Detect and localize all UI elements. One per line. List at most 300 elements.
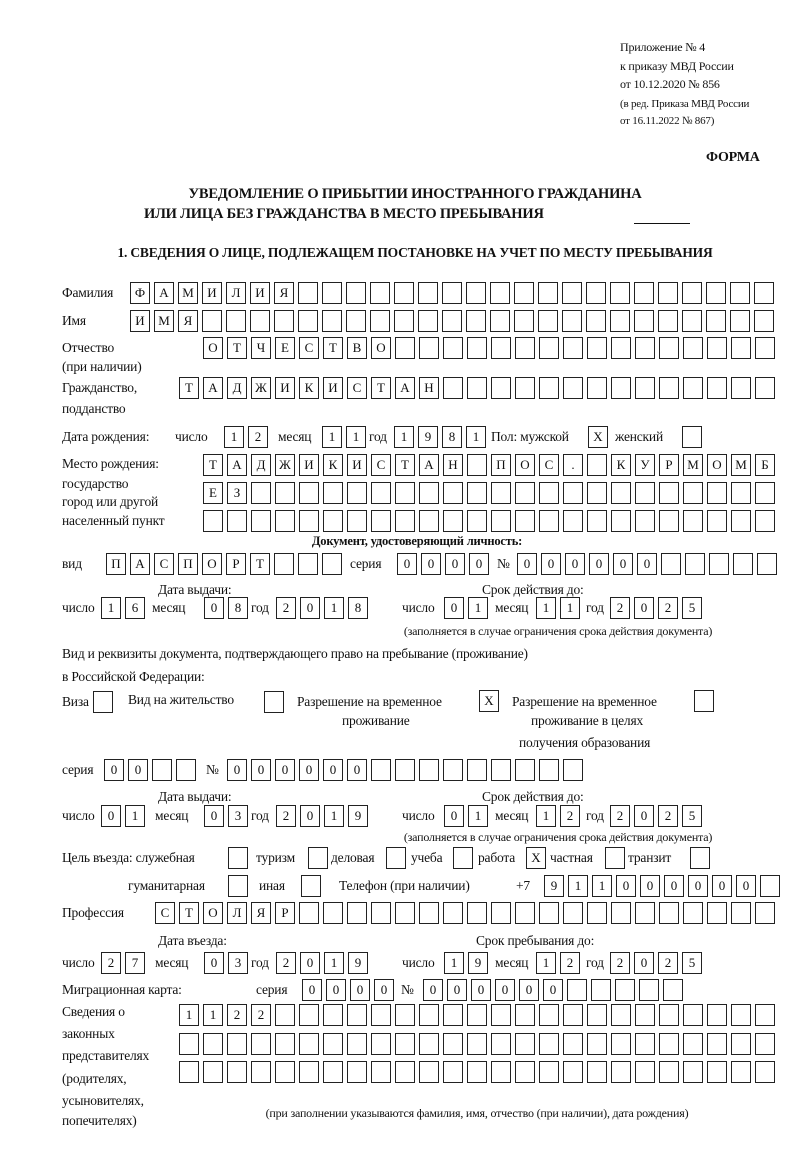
- char-box[interactable]: Л: [227, 902, 247, 924]
- char-box[interactable]: Л: [226, 282, 246, 304]
- char-box[interactable]: 2: [276, 952, 296, 974]
- stay-valid-year-field[interactable]: [610, 805, 702, 827]
- char-box[interactable]: [491, 337, 511, 359]
- char-box[interactable]: [323, 482, 343, 504]
- char-box[interactable]: П: [106, 553, 126, 575]
- char-box[interactable]: [467, 1033, 487, 1055]
- char-box[interactable]: [707, 510, 727, 532]
- char-box[interactable]: [755, 482, 775, 504]
- char-box[interactable]: 9: [348, 805, 368, 827]
- char-box[interactable]: [539, 1033, 559, 1055]
- char-box[interactable]: [634, 282, 654, 304]
- char-box[interactable]: [683, 482, 703, 504]
- char-box[interactable]: [587, 1061, 607, 1083]
- char-box[interactable]: 2: [276, 597, 296, 619]
- birth-month-field[interactable]: [322, 426, 366, 448]
- char-box[interactable]: [179, 1061, 199, 1083]
- char-box[interactable]: 1: [444, 952, 464, 974]
- char-box[interactable]: [538, 310, 558, 332]
- char-box[interactable]: [371, 482, 391, 504]
- char-box[interactable]: 0: [664, 875, 684, 897]
- char-box[interactable]: [659, 337, 679, 359]
- char-box[interactable]: М: [683, 454, 703, 476]
- id-issue-day-field[interactable]: [101, 597, 145, 619]
- char-box[interactable]: [539, 902, 559, 924]
- char-box[interactable]: [386, 847, 406, 869]
- char-box[interactable]: О: [515, 454, 535, 476]
- surname-field[interactable]: [130, 282, 774, 304]
- char-box[interactable]: [467, 377, 487, 399]
- residence-checkbox[interactable]: [264, 691, 284, 713]
- char-box[interactable]: [757, 553, 777, 575]
- char-box[interactable]: [491, 482, 511, 504]
- char-box[interactable]: Т: [179, 902, 199, 924]
- char-box[interactable]: 5: [682, 952, 702, 974]
- trp-checkbox[interactable]: [479, 690, 499, 712]
- char-box[interactable]: [370, 310, 390, 332]
- reps-field-1[interactable]: [179, 1004, 775, 1026]
- char-box[interactable]: О: [203, 902, 223, 924]
- char-box[interactable]: 2: [251, 1004, 271, 1026]
- char-box[interactable]: [755, 1033, 775, 1055]
- char-box[interactable]: [731, 1033, 751, 1055]
- citizenship-field[interactable]: [179, 377, 775, 399]
- char-box[interactable]: [299, 1004, 319, 1026]
- char-box[interactable]: [539, 1061, 559, 1083]
- char-box[interactable]: Е: [203, 482, 223, 504]
- char-box[interactable]: [539, 510, 559, 532]
- char-box[interactable]: [586, 310, 606, 332]
- birth-place-field-2[interactable]: [203, 482, 775, 504]
- char-box[interactable]: И: [299, 454, 319, 476]
- birth-place-field-1[interactable]: [203, 454, 775, 476]
- char-box[interactable]: [491, 1004, 511, 1026]
- char-box[interactable]: 7: [125, 952, 145, 974]
- char-box[interactable]: [299, 1061, 319, 1083]
- char-box[interactable]: [371, 1033, 391, 1055]
- char-box[interactable]: Р: [275, 902, 295, 924]
- char-box[interactable]: 8: [348, 597, 368, 619]
- char-box[interactable]: [467, 337, 487, 359]
- char-box[interactable]: [395, 482, 415, 504]
- char-box[interactable]: [275, 1061, 295, 1083]
- char-box[interactable]: [563, 510, 583, 532]
- char-box[interactable]: 0: [589, 553, 609, 575]
- char-box[interactable]: [275, 1004, 295, 1026]
- char-box[interactable]: [442, 310, 462, 332]
- char-box[interactable]: 0: [712, 875, 732, 897]
- char-box[interactable]: 0: [519, 979, 539, 1001]
- char-box[interactable]: [394, 310, 414, 332]
- char-box[interactable]: X: [479, 690, 499, 712]
- char-box[interactable]: [706, 310, 726, 332]
- char-box[interactable]: 0: [637, 553, 657, 575]
- char-box[interactable]: [227, 1061, 247, 1083]
- char-box[interactable]: [611, 1004, 631, 1026]
- char-box[interactable]: [491, 902, 511, 924]
- char-box[interactable]: 0: [299, 759, 319, 781]
- char-box[interactable]: [371, 902, 391, 924]
- char-box[interactable]: [659, 1061, 679, 1083]
- char-box[interactable]: [443, 759, 463, 781]
- char-box[interactable]: [563, 1033, 583, 1055]
- char-box[interactable]: А: [130, 553, 150, 575]
- char-box[interactable]: [394, 282, 414, 304]
- entry-month-field[interactable]: [204, 952, 248, 974]
- char-box[interactable]: Я: [178, 310, 198, 332]
- char-box[interactable]: [611, 337, 631, 359]
- char-box[interactable]: [514, 310, 534, 332]
- char-box[interactable]: [395, 1033, 415, 1055]
- char-box[interactable]: Р: [659, 454, 679, 476]
- char-box[interactable]: Б: [755, 454, 775, 476]
- char-box[interactable]: .: [563, 454, 583, 476]
- char-box[interactable]: [611, 1033, 631, 1055]
- char-box[interactable]: [395, 337, 415, 359]
- purpose-work-checkbox[interactable]: [526, 847, 546, 869]
- reps-field-2[interactable]: [179, 1033, 775, 1055]
- purpose-private-checkbox[interactable]: [605, 847, 625, 869]
- char-box[interactable]: 1: [324, 952, 344, 974]
- char-box[interactable]: 0: [541, 553, 561, 575]
- char-box[interactable]: З: [227, 482, 247, 504]
- char-box[interactable]: [203, 1061, 223, 1083]
- char-box[interactable]: [490, 282, 510, 304]
- char-box[interactable]: [453, 847, 473, 869]
- char-box[interactable]: [264, 691, 284, 713]
- char-box[interactable]: 1: [568, 875, 588, 897]
- char-box[interactable]: [301, 875, 321, 897]
- char-box[interactable]: [682, 310, 702, 332]
- char-box[interactable]: [323, 902, 343, 924]
- char-box[interactable]: [731, 482, 751, 504]
- sex-male-checkbox[interactable]: [588, 426, 608, 448]
- char-box[interactable]: Т: [179, 377, 199, 399]
- char-box[interactable]: У: [635, 454, 655, 476]
- char-box[interactable]: [538, 282, 558, 304]
- char-box[interactable]: И: [250, 282, 270, 304]
- char-box[interactable]: [371, 510, 391, 532]
- char-box[interactable]: [443, 510, 463, 532]
- char-box[interactable]: 2: [560, 805, 580, 827]
- visa-checkbox[interactable]: [93, 691, 113, 713]
- char-box[interactable]: [539, 759, 559, 781]
- char-box[interactable]: 0: [251, 759, 271, 781]
- char-box[interactable]: [635, 1033, 655, 1055]
- id-issue-year-field[interactable]: [276, 597, 368, 619]
- id-kind-field[interactable]: [106, 553, 342, 575]
- char-box[interactable]: [685, 553, 705, 575]
- char-box[interactable]: [371, 1061, 391, 1083]
- char-box[interactable]: С: [154, 553, 174, 575]
- char-box[interactable]: [467, 759, 487, 781]
- char-box[interactable]: 3: [228, 805, 248, 827]
- char-box[interactable]: [491, 1061, 511, 1083]
- char-box[interactable]: 0: [445, 553, 465, 575]
- char-box[interactable]: [731, 902, 751, 924]
- char-box[interactable]: [755, 902, 775, 924]
- char-box[interactable]: Т: [203, 454, 223, 476]
- char-box[interactable]: [419, 482, 439, 504]
- char-box[interactable]: 2: [560, 952, 580, 974]
- char-box[interactable]: [274, 310, 294, 332]
- id-issue-month-field[interactable]: [204, 597, 248, 619]
- char-box[interactable]: 2: [658, 952, 678, 974]
- char-box[interactable]: X: [526, 847, 546, 869]
- char-box[interactable]: [308, 847, 328, 869]
- char-box[interactable]: [299, 482, 319, 504]
- name-field[interactable]: [130, 310, 774, 332]
- char-box[interactable]: А: [419, 454, 439, 476]
- char-box[interactable]: [731, 1004, 751, 1026]
- char-box[interactable]: [443, 902, 463, 924]
- char-box[interactable]: 5: [682, 805, 702, 827]
- char-box[interactable]: 0: [634, 805, 654, 827]
- char-box[interactable]: [347, 1061, 367, 1083]
- char-box[interactable]: 1: [101, 597, 121, 619]
- birth-day-field[interactable]: [224, 426, 268, 448]
- char-box[interactable]: [419, 1004, 439, 1026]
- stay-day-field[interactable]: [444, 952, 488, 974]
- char-box[interactable]: Ж: [251, 377, 271, 399]
- char-box[interactable]: [567, 979, 587, 1001]
- char-box[interactable]: [299, 1033, 319, 1055]
- char-box[interactable]: 0: [613, 553, 633, 575]
- char-box[interactable]: [731, 1061, 751, 1083]
- id-valid-day-field[interactable]: [444, 597, 488, 619]
- char-box[interactable]: С: [155, 902, 175, 924]
- char-box[interactable]: [491, 510, 511, 532]
- id-series-field[interactable]: [397, 553, 489, 575]
- char-box[interactable]: [443, 377, 463, 399]
- char-box[interactable]: 0: [495, 979, 515, 1001]
- char-box[interactable]: 0: [447, 979, 467, 1001]
- char-box[interactable]: Ж: [275, 454, 295, 476]
- char-box[interactable]: К: [299, 377, 319, 399]
- char-box[interactable]: [605, 847, 625, 869]
- char-box[interactable]: 6: [125, 597, 145, 619]
- char-box[interactable]: [635, 1004, 655, 1026]
- char-box[interactable]: [275, 482, 295, 504]
- char-box[interactable]: [515, 377, 535, 399]
- char-box[interactable]: 9: [348, 952, 368, 974]
- char-box[interactable]: 1: [536, 597, 556, 619]
- char-box[interactable]: [152, 759, 172, 781]
- char-box[interactable]: [755, 1061, 775, 1083]
- char-box[interactable]: [587, 902, 607, 924]
- char-box[interactable]: X: [588, 426, 608, 448]
- char-box[interactable]: [683, 510, 703, 532]
- char-box[interactable]: [707, 482, 727, 504]
- char-box[interactable]: [467, 1061, 487, 1083]
- char-box[interactable]: [298, 282, 318, 304]
- char-box[interactable]: А: [154, 282, 174, 304]
- char-box[interactable]: [179, 1033, 199, 1055]
- char-box[interactable]: С: [539, 454, 559, 476]
- char-box[interactable]: [683, 1061, 703, 1083]
- char-box[interactable]: [443, 1033, 463, 1055]
- char-box[interactable]: [611, 1061, 631, 1083]
- char-box[interactable]: [251, 1061, 271, 1083]
- char-box[interactable]: [251, 1033, 271, 1055]
- char-box[interactable]: [610, 282, 630, 304]
- char-box[interactable]: 0: [302, 979, 322, 1001]
- char-box[interactable]: 1: [468, 597, 488, 619]
- purpose-study-checkbox[interactable]: [453, 847, 473, 869]
- char-box[interactable]: [228, 875, 248, 897]
- char-box[interactable]: [707, 902, 727, 924]
- char-box[interactable]: [659, 510, 679, 532]
- char-box[interactable]: [467, 482, 487, 504]
- purpose-tourism-checkbox[interactable]: [308, 847, 328, 869]
- char-box[interactable]: [418, 282, 438, 304]
- char-box[interactable]: [395, 759, 415, 781]
- char-box[interactable]: [731, 337, 751, 359]
- char-box[interactable]: С: [371, 454, 391, 476]
- char-box[interactable]: [467, 454, 487, 476]
- entry-year-field[interactable]: [276, 952, 368, 974]
- char-box[interactable]: Т: [250, 553, 270, 575]
- char-box[interactable]: О: [202, 553, 222, 575]
- char-box[interactable]: 0: [616, 875, 636, 897]
- stay-number-field[interactable]: [227, 759, 583, 781]
- char-box[interactable]: [251, 510, 271, 532]
- char-box[interactable]: 8: [442, 426, 462, 448]
- char-box[interactable]: [251, 482, 271, 504]
- char-box[interactable]: 2: [610, 597, 630, 619]
- char-box[interactable]: 9: [418, 426, 438, 448]
- trp-edu-checkbox[interactable]: [694, 690, 714, 712]
- char-box[interactable]: 2: [610, 952, 630, 974]
- char-box[interactable]: Т: [227, 337, 247, 359]
- char-box[interactable]: И: [202, 282, 222, 304]
- char-box[interactable]: [591, 979, 611, 1001]
- id-valid-year-field[interactable]: [610, 597, 702, 619]
- char-box[interactable]: [755, 337, 775, 359]
- char-box[interactable]: [514, 282, 534, 304]
- char-box[interactable]: [419, 1061, 439, 1083]
- char-box[interactable]: Я: [251, 902, 271, 924]
- char-box[interactable]: [371, 759, 391, 781]
- char-box[interactable]: 0: [204, 952, 224, 974]
- char-box[interactable]: [683, 337, 703, 359]
- char-box[interactable]: [755, 1004, 775, 1026]
- char-box[interactable]: [754, 282, 774, 304]
- char-box[interactable]: 1: [346, 426, 366, 448]
- char-box[interactable]: [227, 510, 247, 532]
- char-box[interactable]: 2: [227, 1004, 247, 1026]
- char-box[interactable]: [563, 482, 583, 504]
- char-box[interactable]: [370, 282, 390, 304]
- char-box[interactable]: 1: [224, 426, 244, 448]
- char-box[interactable]: [395, 1004, 415, 1026]
- char-box[interactable]: 0: [300, 952, 320, 974]
- char-box[interactable]: 0: [444, 597, 464, 619]
- char-box[interactable]: [539, 482, 559, 504]
- char-box[interactable]: 0: [275, 759, 295, 781]
- char-box[interactable]: О: [707, 454, 727, 476]
- patronymic-field[interactable]: [203, 337, 775, 359]
- char-box[interactable]: И: [323, 377, 343, 399]
- stay-series-field[interactable]: [104, 759, 196, 781]
- char-box[interactable]: 0: [640, 875, 660, 897]
- char-box[interactable]: [419, 759, 439, 781]
- char-box[interactable]: 2: [610, 805, 630, 827]
- char-box[interactable]: 0: [688, 875, 708, 897]
- id-number-field[interactable]: [517, 553, 777, 575]
- char-box[interactable]: [419, 902, 439, 924]
- stay-year-field[interactable]: [610, 952, 702, 974]
- char-box[interactable]: 1: [468, 805, 488, 827]
- char-box[interactable]: [639, 979, 659, 1001]
- char-box[interactable]: 0: [444, 805, 464, 827]
- char-box[interactable]: 0: [350, 979, 370, 1001]
- purpose-humanitarian-checkbox[interactable]: [228, 875, 248, 897]
- char-box[interactable]: 0: [634, 952, 654, 974]
- char-box[interactable]: 0: [543, 979, 563, 1001]
- char-box[interactable]: [731, 510, 751, 532]
- char-box[interactable]: [298, 310, 318, 332]
- char-box[interactable]: Н: [419, 377, 439, 399]
- char-box[interactable]: 0: [421, 553, 441, 575]
- char-box[interactable]: [322, 553, 342, 575]
- char-box[interactable]: [515, 510, 535, 532]
- char-box[interactable]: [658, 282, 678, 304]
- char-box[interactable]: [707, 377, 727, 399]
- char-box[interactable]: Т: [395, 454, 415, 476]
- char-box[interactable]: О: [371, 337, 391, 359]
- char-box[interactable]: [707, 1061, 727, 1083]
- char-box[interactable]: [347, 482, 367, 504]
- char-box[interactable]: [563, 1004, 583, 1026]
- sex-female-checkbox[interactable]: [682, 426, 702, 448]
- char-box[interactable]: [346, 310, 366, 332]
- char-box[interactable]: [347, 1004, 367, 1026]
- char-box[interactable]: 0: [300, 597, 320, 619]
- purpose-business-checkbox[interactable]: [386, 847, 406, 869]
- char-box[interactable]: 0: [101, 805, 121, 827]
- char-box[interactable]: 8: [228, 597, 248, 619]
- char-box[interactable]: [755, 377, 775, 399]
- char-box[interactable]: [491, 759, 511, 781]
- char-box[interactable]: [347, 510, 367, 532]
- char-box[interactable]: [176, 759, 196, 781]
- char-box[interactable]: [443, 1004, 463, 1026]
- char-box[interactable]: [322, 310, 342, 332]
- stay-valid-day-field[interactable]: [444, 805, 488, 827]
- char-box[interactable]: [323, 1061, 343, 1083]
- char-box[interactable]: [515, 902, 535, 924]
- char-box[interactable]: И: [347, 454, 367, 476]
- char-box[interactable]: 2: [658, 597, 678, 619]
- char-box[interactable]: [707, 337, 727, 359]
- char-box[interactable]: С: [299, 337, 319, 359]
- char-box[interactable]: 0: [227, 759, 247, 781]
- char-box[interactable]: [418, 310, 438, 332]
- char-box[interactable]: [467, 1004, 487, 1026]
- char-box[interactable]: [683, 902, 703, 924]
- char-box[interactable]: К: [323, 454, 343, 476]
- char-box[interactable]: [587, 337, 607, 359]
- char-box[interactable]: 2: [658, 805, 678, 827]
- char-box[interactable]: [587, 1033, 607, 1055]
- char-box[interactable]: [515, 337, 535, 359]
- char-box[interactable]: [683, 1033, 703, 1055]
- char-box[interactable]: [274, 553, 294, 575]
- char-box[interactable]: [635, 377, 655, 399]
- char-box[interactable]: [395, 510, 415, 532]
- char-box[interactable]: [659, 377, 679, 399]
